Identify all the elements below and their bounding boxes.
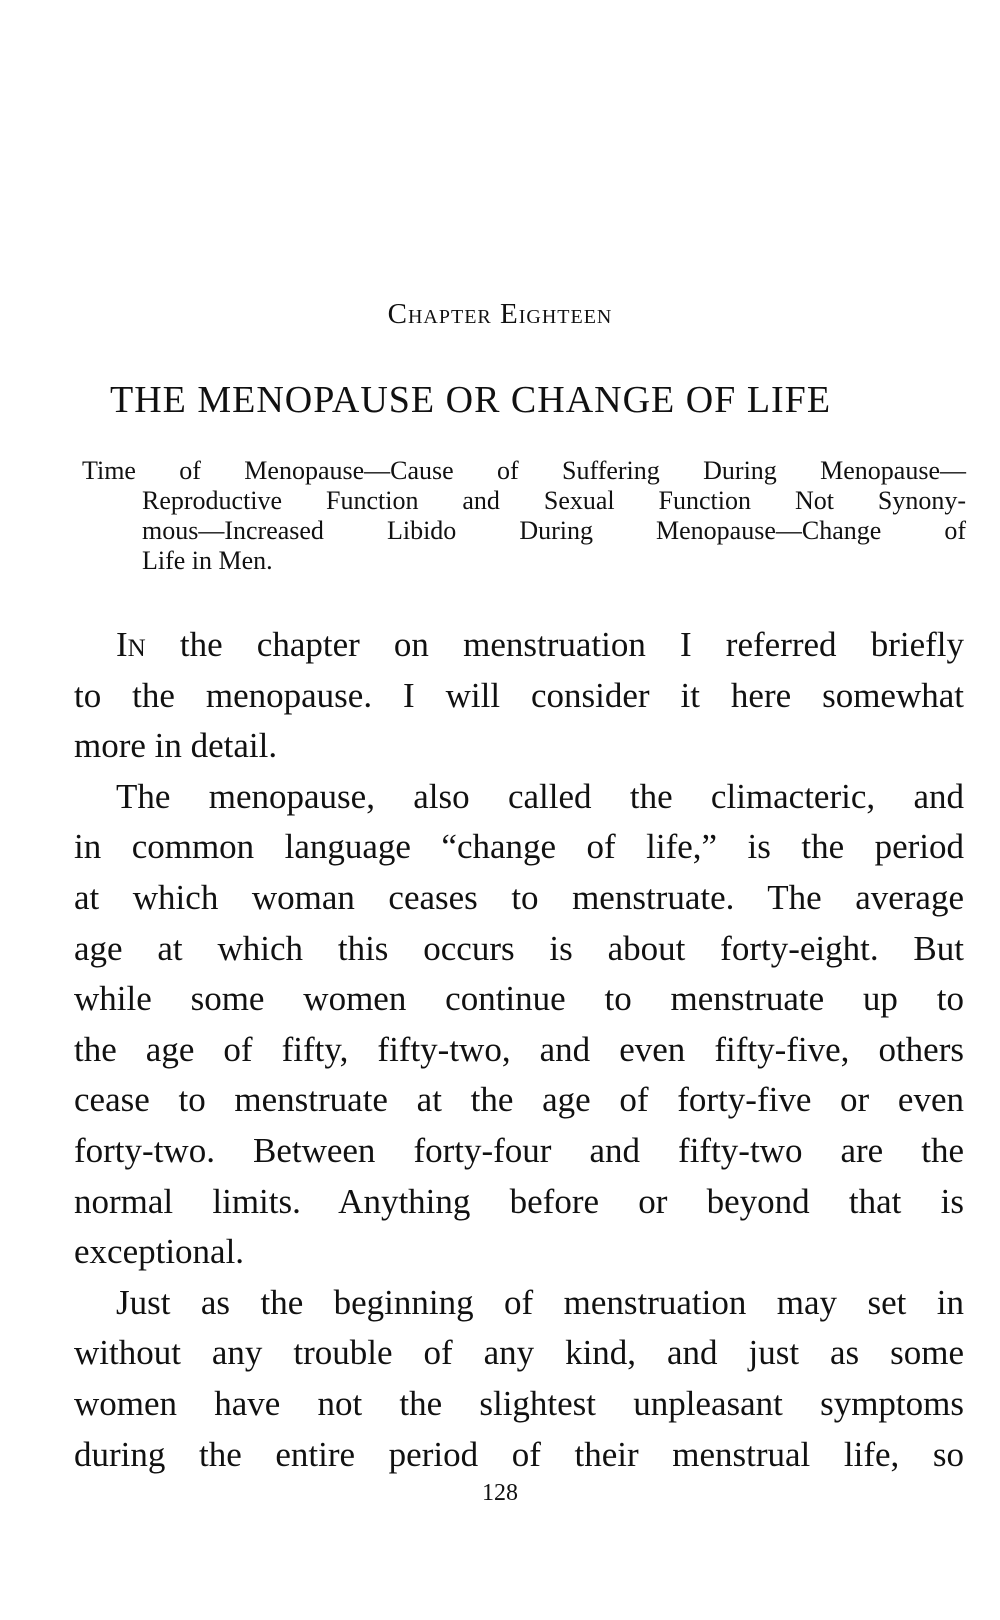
paragraph-line: cease to menstruate at the age of forty-five or even	[74, 1080, 964, 1120]
paragraph-line-text: the chapter on menstruation I referred briefly	[145, 625, 964, 664]
paragraph	[74, 772, 964, 1278]
paragraph-line: during the entire period of their menstrual life, so	[74, 1434, 964, 1474]
paragraph-line: exceptional.	[74, 1232, 245, 1272]
paragraph-line: at which woman ceases to menstruate. The average	[74, 877, 964, 917]
chapter-label: Chapter Eighteen	[387, 298, 613, 330]
synopsis-line: Reproductive Function and Sexual Function Not Synony-	[142, 486, 966, 515]
paragraph-line	[74, 620, 964, 671]
paragraph-line: normal limits. Anything before or beyond that is	[74, 1181, 964, 1221]
chapter-title: THE MENOPAUSE OR CHANGE OF LIFE	[110, 379, 832, 421]
paragraph-line: to the menopause. I will consider it here somewhat	[74, 675, 964, 715]
paragraph-line: in common language “change of life,” is the period	[74, 827, 964, 867]
paragraph	[74, 1278, 964, 1480]
paragraph-line: the age of fifty, fifty-two, and even fifty-five, others	[74, 1029, 964, 1069]
paragraph-line: age at which this occurs is about forty-eight. But	[74, 928, 964, 968]
paragraph-line: Just as the beginning of menstruation may set in	[116, 1282, 964, 1322]
synopsis-line: Time of Menopause—Cause of Suffering During Menopause—	[82, 456, 966, 485]
paragraph-line: forty-two. Between forty-four and fifty-two are the	[74, 1130, 964, 1170]
page-number: 128	[482, 1480, 518, 1506]
body-text	[74, 620, 964, 1480]
paragraph-line: The menopause, also called the climacteric, and	[116, 776, 964, 816]
paragraph-line: women have not the slightest unpleasant symptoms	[74, 1383, 964, 1423]
paragraph-line: while some women continue to menstruate up to	[74, 979, 964, 1019]
paragraph-line: without any trouble of any kind, and just as some	[74, 1333, 964, 1373]
paragraph-line: more in detail.	[74, 726, 278, 766]
chapter-synopsis	[82, 456, 966, 576]
synopsis-line: Life in Men.	[142, 546, 273, 575]
paragraph	[74, 620, 964, 772]
synopsis-line: mous—Increased Libido During Menopause—Change of	[142, 516, 966, 545]
drop-word: In	[116, 625, 146, 664]
